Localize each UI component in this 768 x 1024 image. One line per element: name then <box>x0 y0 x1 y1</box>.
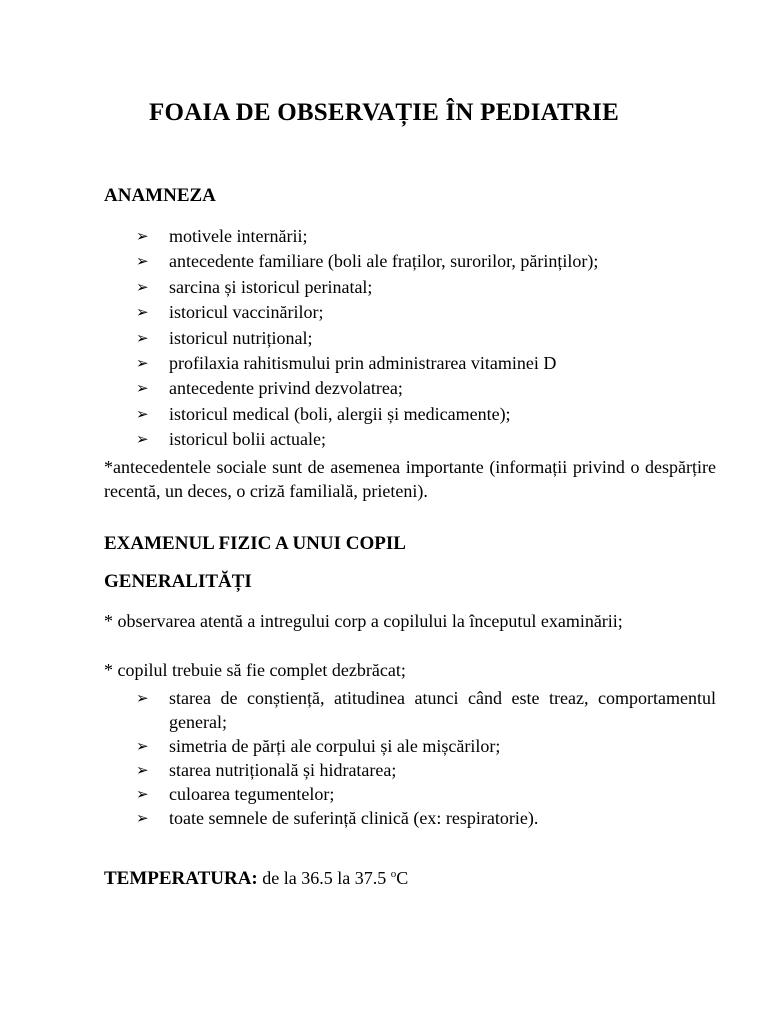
arrow-bullet-icon: ➢ <box>136 252 149 271</box>
arrow-bullet-icon: ➢ <box>136 689 149 707</box>
generalitati-list <box>0 686 716 830</box>
list-item: ➢ istoricul bolii actuale; <box>0 427 716 452</box>
list-item: ➢ istoricul vaccinărilor; <box>0 300 716 325</box>
arrow-bullet-icon: ➢ <box>136 379 149 398</box>
list-item: ➢ profilaxia rahitismului prin administrarea vitaminei D <box>0 351 716 376</box>
page-title: FOAIA DE OBSERVAȚIE ÎN PEDIATRIE <box>149 99 619 126</box>
arrow-bullet-icon: ➢ <box>136 761 149 779</box>
section-heading-generalitati: GENERALITĂȚI <box>104 571 252 592</box>
temperature-label: TEMPERATURA: <box>104 868 258 889</box>
list-item: ➢ antecedente familiare (boli ale fraților, surorilor, părinților); <box>0 249 716 274</box>
section-heading-anamneza: ANAMNEZA <box>104 185 216 206</box>
temperature-unit: C <box>396 868 409 888</box>
list-item: ➢ antecedente privind dezvolatrea; <box>0 376 716 401</box>
list-item: ➢ istoricul nutrițional; <box>0 326 716 351</box>
anamneza-list <box>0 224 716 453</box>
section-heading-examen: EXAMENUL FIZIC A UNUI COPIL <box>104 533 406 554</box>
list-item: ➢ motivele internării; <box>0 224 716 249</box>
list-item: ➢ toate semnele de suferință clinică (ex: respiratorie). <box>136 808 539 828</box>
temperature-line <box>104 866 408 891</box>
anamneza-note: *antecedentele sociale sunt de asemenea importante (informații privind o despărțire recentă, un deces, o criză familială, prieteni). <box>104 457 716 501</box>
list-item: ➢ istoricul medical (boli, alergii și medicamente); <box>0 402 716 427</box>
list-item: ➢ simetria de părți ale corpului și ale mișcărilor; <box>136 736 501 756</box>
list-item: ➢ starea nutrițională și hidratarea; <box>136 760 397 780</box>
arrow-bullet-icon: ➢ <box>136 354 149 373</box>
generalitati-note-2: * copilul trebuie să fie complet dezbrăcat; <box>104 660 406 680</box>
arrow-bullet-icon: ➢ <box>136 277 149 296</box>
generalitati-note-1: * observarea atentă a intregului corp a copilului la începutul examinării; <box>104 611 623 631</box>
arrow-bullet-icon: ➢ <box>136 303 149 322</box>
list-item: ➢ starea de conștiență, atitudinea atunci când este treaz, comportamentul general; <box>136 688 716 732</box>
list-item: ➢ culoarea tegumentelor; <box>136 784 335 804</box>
arrow-bullet-icon: ➢ <box>136 404 149 423</box>
arrow-bullet-icon: ➢ <box>136 737 149 755</box>
temperature-range: de la 36.5 la 37.5 <box>262 868 391 888</box>
arrow-bullet-icon: ➢ <box>136 227 149 245</box>
arrow-bullet-icon: ➢ <box>136 809 149 827</box>
arrow-bullet-icon: ➢ <box>136 785 149 803</box>
degree-sign: o <box>390 868 397 880</box>
arrow-bullet-icon: ➢ <box>136 328 149 347</box>
list-item: ➢ sarcina și istoricul perinatal; <box>0 275 716 300</box>
arrow-bullet-icon: ➢ <box>136 430 149 449</box>
